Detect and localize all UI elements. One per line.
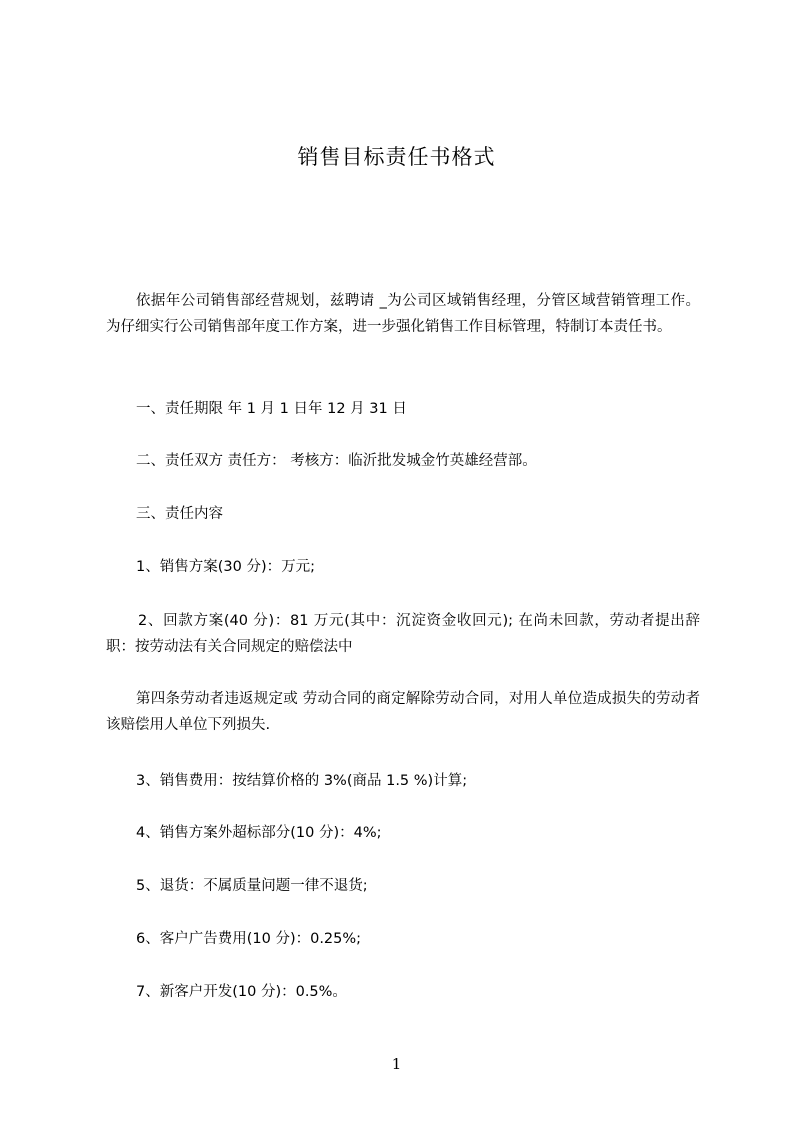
document-title: 销售目标责任书格式 (297, 145, 496, 169)
item-new-customer: 7、新客户开发(10 分)：0.5%。 (136, 984, 347, 1000)
page-number: 1 (391, 1055, 402, 1073)
section-parties: 二、责任双方 责任方： 考核方：临沂批发城金竹英雄经营部。 (136, 453, 537, 469)
item-payment-plan: 2、回款方案(40 分)：81 万元(其中：沉淀资金收回元); 在尚未回款，劳动者提出辞职：按劳动法有关合同规定的赔偿法中 (106, 613, 700, 655)
item-sales-cost: 3、销售费用：按结算价格的 3%(商品 1.5 %)计算; (136, 773, 468, 789)
section-content: 三、责任内容 (136, 506, 223, 522)
intro-paragraph: 依据年公司销售部经营规划，兹聘请 _为公司区域销售经理，分管区域营销管理工作。 为仔细实行公司销售部年度工作方案，进一步强化销售工作目标管理，特制订本责任书。 (106, 293, 700, 335)
section-term: 一、责任期限 年 1 月 1 日年 12 月 31 日 (136, 401, 407, 417)
item-sales-plan: 1、销售方案(30 分)：万元; (136, 559, 315, 575)
article-four-paragraph: 第四条劳动者违返规定或 劳动合同的商定解除劳动合同，对用人单位造成损失的劳动者该赔偿用人单位下列损失. (106, 691, 700, 733)
item-ad-cost: 6、客户广告费用(10 分)：0.25%; (136, 931, 362, 947)
item-returns: 5、退货：不属质量问题一律不退货; (136, 878, 368, 894)
item-excess-part: 4、销售方案外超标部分(10 分)：4%; (136, 825, 382, 841)
